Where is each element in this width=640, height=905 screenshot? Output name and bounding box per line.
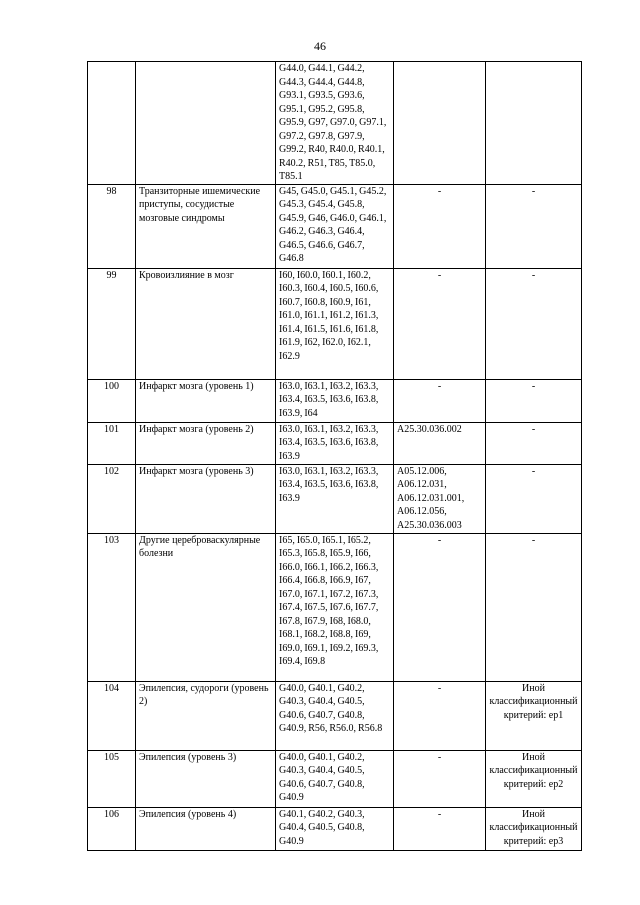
page-number: 46 (314, 39, 326, 53)
row-number: 104 (88, 681, 136, 750)
diagnosis-codes: G40.0, G40.1, G40.2, G40.3, G40.4, G40.5, G40.6, G40.7, G40.8, G40.9, R56, R56.0, R56.8 (276, 681, 394, 750)
service-codes: - (394, 533, 486, 681)
table-row (88, 750, 582, 807)
diagnosis-codes: G40.0, G40.1, G40.2, G40.3, G40.4, G40.5, G40.6, G40.7, G40.8, G40.9 (276, 750, 394, 807)
table-row (88, 807, 582, 850)
table-row (88, 268, 582, 379)
other-criterion: Иной классификационный критерий: ep3 (486, 807, 582, 850)
service-codes: A25.30.036.002 (394, 422, 486, 464)
other-criterion: Иной классификационный критерий: ep2 (486, 750, 582, 807)
group-name: Эпилепсия (уровень 3) (136, 750, 276, 807)
service-codes: - (394, 184, 486, 268)
table-row (88, 184, 582, 268)
group-name: Эпилепсия (уровень 4) (136, 807, 276, 850)
table-row (88, 62, 582, 185)
service-codes: - (394, 807, 486, 850)
row-number (88, 62, 136, 185)
other-criterion (486, 62, 582, 185)
other-criterion: - (486, 379, 582, 422)
service-codes: - (394, 750, 486, 807)
table-row (88, 379, 582, 422)
table-row (88, 681, 582, 750)
row-number: 99 (88, 268, 136, 379)
row-number: 100 (88, 379, 136, 422)
diagnosis-codes: G45, G45.0, G45.1, G45.2, G45.3, G45.4, G45.8, G45.9, G46, G46.0, G46.1, G46.2, G46.3, G46.4, G46.5, G46.6, G46.7, G46.8 (276, 184, 394, 268)
other-criterion: - (486, 184, 582, 268)
group-name: Инфаркт мозга (уровень 2) (136, 422, 276, 464)
diagnosis-codes: I63.0, I63.1, I63.2, I63.3, I63.4, I63.5, I63.6, I63.8, I63.9 (276, 422, 394, 464)
row-number: 103 (88, 533, 136, 681)
diagnosis-codes: G44.0, G44.1, G44.2, G44.3, G44.4, G44.8, G93.1, G93.5, G93.6, G95.1, G95.2, G95.8, G95.9, G97, G97.0, G97.1, G97.2, G97.8, G97.9, G99.2, R40, R40.0, R40.1, R40.2, R51, T85, T85.0, T85.1 (276, 62, 394, 185)
diagnosis-codes: G40.1, G40.2, G40.3, G40.4, G40.5, G40.8, G40.9 (276, 807, 394, 850)
service-codes: - (394, 268, 486, 379)
group-name: Инфаркт мозга (уровень 3) (136, 464, 276, 533)
diagnosis-codes: I63.0, I63.1, I63.2, I63.3, I63.4, I63.5, I63.6, I63.8, I63.9 (276, 464, 394, 533)
row-number: 105 (88, 750, 136, 807)
service-codes: - (394, 681, 486, 750)
other-criterion: Иной классификационный критерий: ep1 (486, 681, 582, 750)
table-row (88, 464, 582, 533)
table-row (88, 422, 582, 464)
group-name (136, 62, 276, 185)
diagnosis-codes: I65, I65.0, I65.1, I65.2, I65.3, I65.8, I65.9, I66, I66.0, I66.1, I66.2, I66.3, I66.4, I66.8, I66.9, I67, I67.0, I67.1, I67.2, I67.3, I67.4, I67.5, I67.6, I67.7, I67.8, I67.9, I68, I68.0, I68.1, I68.2, I68.8, I69, I69.0, I69.1, I69.2, I69.3, I69.4, I69.8 (276, 533, 394, 681)
row-number: 98 (88, 184, 136, 268)
classification-table (87, 61, 582, 851)
group-name: Кровоизлияние в мозг (136, 268, 276, 379)
row-number: 106 (88, 807, 136, 850)
group-name: Транзиторные ишемические приступы, сосудистые мозговые синдромы (136, 184, 276, 268)
service-codes: A05.12.006, A06.12.031, A06.12.031.001, A06.12.056, A25.30.036.003 (394, 464, 486, 533)
table-row (88, 533, 582, 681)
row-number: 102 (88, 464, 136, 533)
other-criterion: - (486, 464, 582, 533)
group-name: Эпилепсия, судороги (уровень 2) (136, 681, 276, 750)
group-name: Другие цереброваскулярные болезни (136, 533, 276, 681)
other-criterion: - (486, 533, 582, 681)
other-criterion: - (486, 268, 582, 379)
diagnosis-codes: I60, I60.0, I60.1, I60.2, I60.3, I60.4, I60.5, I60.6, I60.7, I60.8, I60.9, I61, I61.0, I61.1, I61.2, I61.3, I61.4, I61.5, I61.6, I61.8, I61.9, I62, I62.0, I62.1, I62.9 (276, 268, 394, 379)
service-codes: - (394, 379, 486, 422)
other-criterion: - (486, 422, 582, 464)
row-number: 101 (88, 422, 136, 464)
group-name: Инфаркт мозга (уровень 1) (136, 379, 276, 422)
service-codes (394, 62, 486, 185)
diagnosis-codes: I63.0, I63.1, I63.2, I63.3, I63.4, I63.5, I63.6, I63.8, I63.9, I64 (276, 379, 394, 422)
